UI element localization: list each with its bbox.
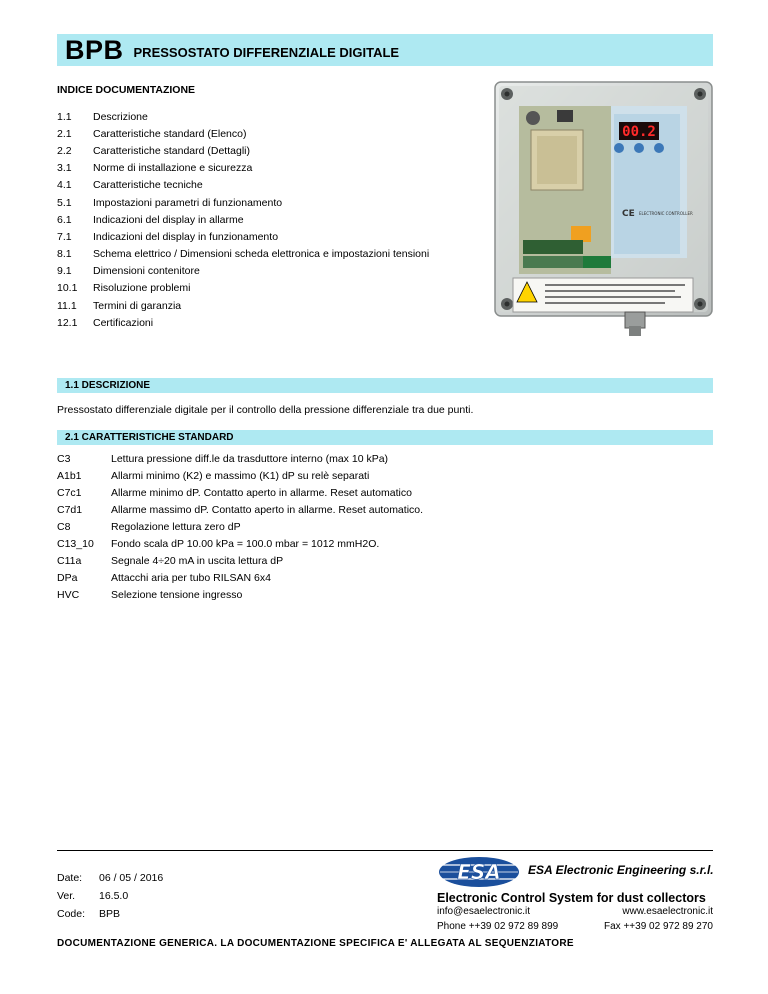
feature-code: C11a [57,554,82,567]
index-item-label: Caratteristiche standard (Elenco) [93,127,247,140]
date-label: Date: [57,872,83,884]
website-link: www.esaelectronic.it [622,906,713,917]
logo-text: ESA [457,860,501,884]
contact-row-web [437,906,713,917]
index-item [57,177,487,194]
code-label: Code: [57,908,86,920]
index-item-label: Termini di garanzia [93,299,182,312]
fax-number: Fax ++39 02 972 89 270 [604,921,713,932]
footer-disclaimer: DOCUMENTAZIONE GENERICA. LA DOCUMENTAZIONE SPECIFICA E' ALLEGATA AL SEQUENZIATORE [57,938,574,949]
feature-text: Selezione tensione ingresso [111,588,243,601]
index-item-number: 10.1 [57,282,78,295]
index-item-number: 2.2 [57,144,72,157]
index-item [57,108,487,125]
feature-item [57,501,713,518]
feature-code: C7d1 [57,503,83,516]
feature-text: Regolazione lettura zero dP [111,520,241,533]
feature-item [57,535,713,552]
feature-code: C8 [57,520,71,533]
feature-text: Attacchi aria per tubo RILSAN 6x4 [111,571,271,584]
feature-text: Fondo scala dP 10.00 kPa = 100.0 mbar = 1012 mmH2O. [111,537,380,550]
feature-item [57,518,713,535]
feature-text: Allarme minimo dP. Contatto aperto in allarme. Reset automatico [111,486,412,499]
index-item-label: Dimensioni contenitore [93,265,200,278]
feature-code: C3 [57,452,71,465]
index-title: INDICE DOCUMENTAZIONE [57,84,196,96]
index-item [57,280,487,297]
index-item [57,246,487,263]
index-item-number: 6.1 [57,213,72,226]
feature-text: Segnale 4÷20 mA in uscita lettura dP [111,554,284,567]
display-readout: 00.2 [622,124,656,140]
index-item-label: Caratteristiche tecniche [93,179,203,192]
index-item-number: 9.1 [57,265,72,278]
product-code: BPB [65,34,124,65]
product-photo [493,80,714,338]
feature-code: DPa [57,571,78,584]
index-item-number: 1.1 [57,110,72,123]
document-title: PRESSOSTATO DIFFERENZIALE DIGITALE [133,44,400,60]
feature-code: A1b1 [57,469,82,482]
index-item [57,125,487,142]
index-item [57,142,487,159]
index-item [57,211,487,228]
index-item-number: 4.1 [57,179,72,192]
index-item [57,228,487,245]
footer-divider [57,850,713,851]
features-list [57,450,713,603]
index-item-label: Certificazioni [93,316,154,329]
ce-mark: CE [622,209,635,219]
index-item [57,160,487,177]
section-features-heading: 2.1 CARATTERISTICHE STANDARD [57,430,713,445]
index-item-label: Impostazioni parametri di funzionamento [93,196,283,209]
index-item-number: 11.1 [57,299,77,312]
index-item-number: 7.1 [57,230,72,243]
index-item-number: 8.1 [57,248,72,261]
controller-brand-text: ELECTRONIC CONTROLLER [639,211,693,216]
index-item-number: 2.1 [57,127,72,140]
date-value: 06 / 05 / 2016 [99,872,164,884]
index-item-label: Descrizione [93,110,148,123]
feature-item [57,569,713,586]
email-link: info@esaelectronic.it [437,906,530,917]
version-label: Ver. [57,890,76,902]
feature-text: Allarme massimo dP. Contatto aperto in allarme. Reset automatico. [111,503,424,516]
index-item [57,314,487,331]
index-item-label: Caratteristiche standard (Dettagli) [93,144,250,157]
description-text: Pressostato differenziale digitale per il controllo della pressione differenziale tra due punti. [57,404,474,416]
feature-item [57,450,713,467]
company-tagline: Electronic Control System for dust collectors [437,891,706,905]
company-name: ESA Electronic Engineering s.r.l. [528,863,714,877]
feature-text: Lettura pressione diff.le da trasduttore interno (max 10 kPa) [111,452,389,465]
index-item-number: 3.1 [57,162,72,175]
index-item-number: 12.1 [57,316,78,329]
code-value: BPB [99,908,121,920]
feature-code: HVC [57,588,80,601]
index-item-number: 5.1 [57,196,72,209]
index-item-label: Indicazioni del display in allarme [93,213,244,226]
index-item-label: Indicazioni del display in funzionamento [93,230,279,243]
index-list [57,108,487,331]
feature-item [57,467,713,484]
feature-code: C13_10 [57,537,94,550]
section-description-heading: 1.1 DESCRIZIONE [57,378,713,393]
esa-logo [436,856,522,888]
header-band [57,34,713,66]
phone-number: Phone ++39 02 972 89 899 [437,921,559,932]
index-item [57,263,487,280]
index-item [57,297,487,314]
index-item-label: Norme di installazione e sicurezza [93,162,253,175]
contact-row-phone [437,921,713,932]
feature-text: Allarmi minimo (K2) e massimo (K1) dP su relè separati [111,469,370,482]
version-value: 16.5.0 [99,890,129,902]
feature-item [57,552,713,569]
feature-code: C7c1 [57,486,82,499]
feature-item [57,586,713,603]
feature-item [57,484,713,501]
index-item [57,194,487,211]
document-meta [57,869,163,923]
index-item-label: Schema elettrico / Dimensioni scheda elettronica e impostazioni tensioni [93,248,430,261]
index-item-label: Risoluzione problemi [93,282,191,295]
